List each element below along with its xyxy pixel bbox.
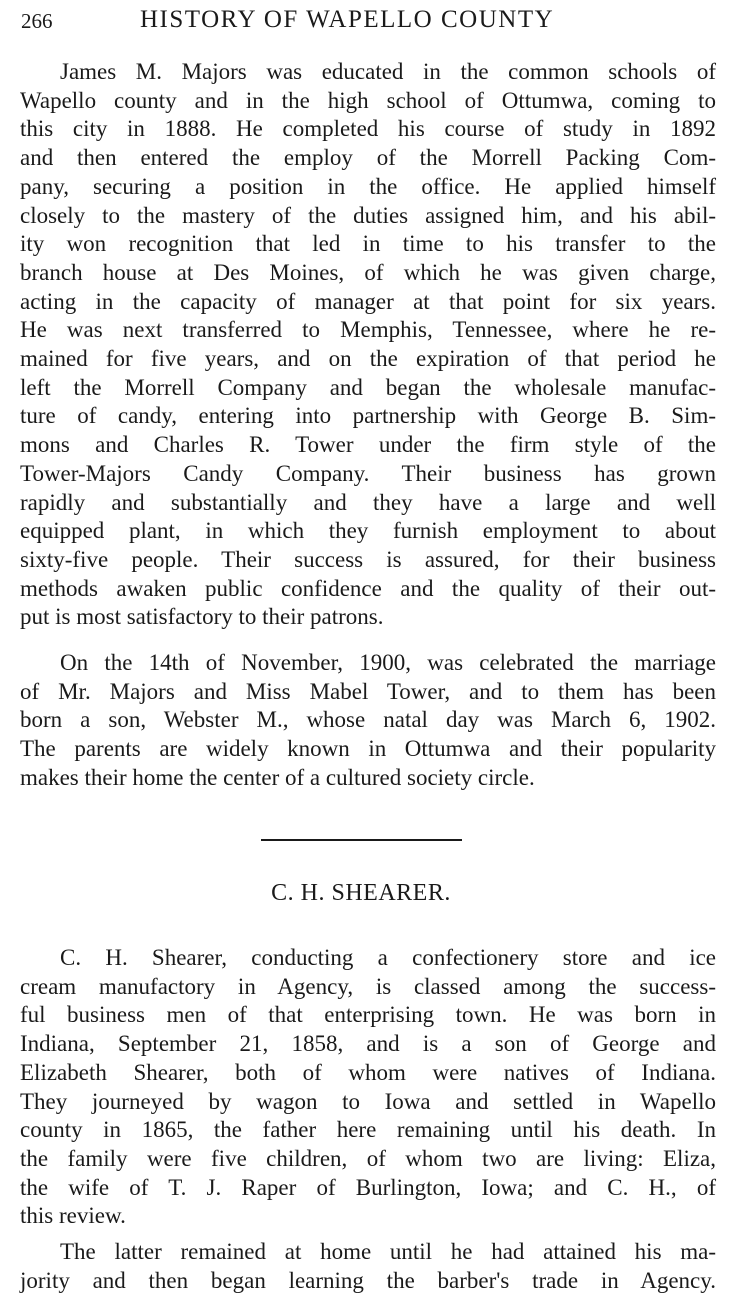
text-line: ful business men of that enterprising town. He was born in <box>20 1002 716 1028</box>
text-line: equipped plant, in which they furnish employment to about <box>20 518 716 544</box>
text-line: mained for five years, and on the expiration of that period he <box>20 346 716 372</box>
text-line: ity won recognition that led in time to his transfer to the <box>20 231 716 257</box>
text-line: They journeyed by wagon to Iowa and settled in Wapello <box>20 1088 716 1114</box>
text-line: left the Morrell Company and began the wholesale manufac- <box>20 374 716 400</box>
text-line: rapidly and substantially and they have a large and well <box>20 489 716 515</box>
text-line: Wapello county and in the high school of Ottumwa, coming to <box>20 87 716 113</box>
text-line: branch house at Des Moines, of which he was given charge, <box>20 259 716 285</box>
text-line: Tower-Majors Candy Company. Their business has grown <box>20 460 716 486</box>
text-line: James M. Majors was educated in the common schools of <box>60 59 716 84</box>
text-line: the family were five children, of whom two are living: Eliza, <box>20 1145 716 1171</box>
running-title: HISTORY OF WAPELLO COUNTY <box>140 6 555 33</box>
text-line: acting in the capacity of manager at that point for six years. <box>20 288 716 314</box>
text-line: Indiana, September 21, 1858, and is a son of George and <box>20 1031 716 1057</box>
text-line: this city in 1888. He completed his course of study in 1892 <box>20 116 716 142</box>
text-line: county in 1865, the father here remaining until his death. In <box>20 1117 716 1143</box>
text-line: jority and then began learning the barber's trade in Agency. <box>20 1267 716 1293</box>
text-line: Elizabeth Shearer, both of whom were natives of Indiana. <box>20 1059 716 1085</box>
text-line: of Mr. Majors and Miss Mabel Tower, and to them has been <box>20 678 716 704</box>
section-title: C. H. SHEARER. <box>271 880 451 906</box>
text-line: ture of candy, entering into partnership with George B. Sim- <box>20 403 716 429</box>
text-line: and then entered the employ of the Morrell Packing Com- <box>20 145 716 171</box>
text-line: He was next transferred to Memphis, Tennessee, where he re- <box>20 317 716 343</box>
text-line: The parents are widely known in Ottumwa and their popularity <box>20 736 716 762</box>
text-line: makes their home the center of a cultured society circle. <box>20 764 535 790</box>
text-line: mons and Charles R. Tower under the firm style of the <box>20 432 716 458</box>
section-divider <box>261 839 462 841</box>
text-line: methods awaken public confidence and the quality of their out- <box>20 575 716 601</box>
text-line: closely to the mastery of the duties assigned him, and his abil- <box>20 202 716 228</box>
text-line: born a son, Webster M., whose natal day was March 6, 1902. <box>20 707 716 733</box>
text-line: C. H. Shearer, conducting a confectionery store and ice <box>60 945 716 970</box>
text-line: The latter remained at home until he had attained his ma- <box>60 1239 716 1264</box>
text-line: sixty-five people. Their success is assured, for their business <box>20 546 716 572</box>
page-number: 266 <box>21 9 53 33</box>
paragraph-majors-education <box>20 58 716 632</box>
paragraph-majors-marriage <box>20 649 716 793</box>
text-line: this review. <box>20 1203 126 1229</box>
text-line: pany, securing a position in the office. He applied himself <box>20 173 716 199</box>
page-header <box>0 6 730 42</box>
text-line: the wife of T. J. Raper of Burlington, Iowa; and C. H., of <box>20 1174 716 1200</box>
text-line: cream manufactory in Agency, is classed among the success- <box>20 973 716 999</box>
text-line: On the 14th of November, 1900, was celebrated the marriage <box>60 650 716 675</box>
text-line: put is most satisfactory to their patrons. <box>20 604 384 630</box>
paragraph-shearer-intro <box>20 944 716 1231</box>
paragraph-shearer-trade <box>20 1238 716 1295</box>
